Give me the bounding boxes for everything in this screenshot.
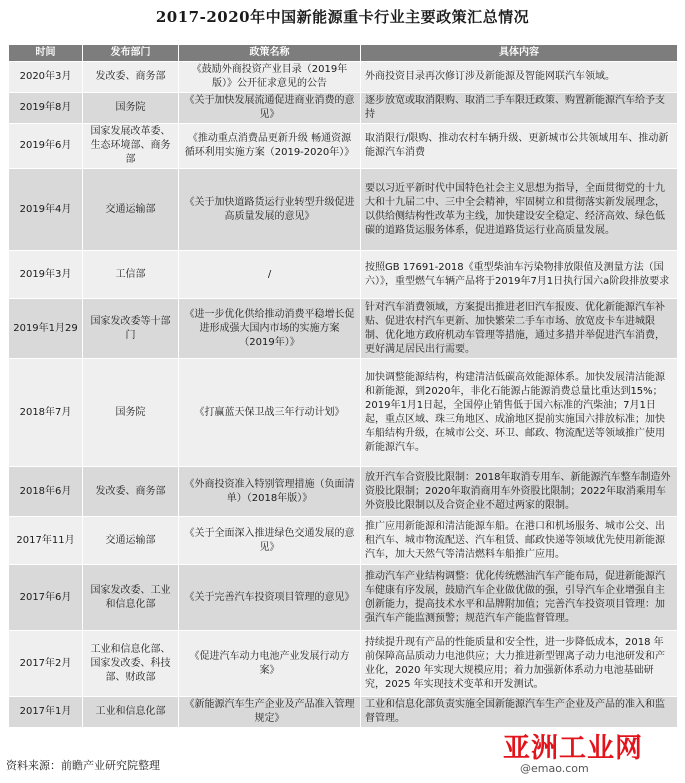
cell-content: 逐步放宽或取消限购、取消二手车限迁政策、购置新能源汽车给予支持 — [361, 93, 678, 124]
watermark-sub: @emao.com — [520, 762, 589, 775]
cell-policy-name: 《促进汽车动力电池产业发展行动方案》 — [179, 631, 361, 697]
cell-date: 2019年3月 — [9, 251, 83, 299]
table-row — [9, 517, 678, 565]
cell-dept: 发改委、商务部 — [83, 467, 179, 517]
table-row — [9, 565, 678, 631]
cell-dept: 交通运输部 — [83, 169, 179, 251]
cell-dept: 国家发展改革委、生态环境部、商务部 — [83, 124, 179, 169]
cell-policy-name: / — [179, 251, 361, 299]
cell-content: 推广应用新能源和清洁能源车船。在港口和机场服务、城市公交、出租汽车、城市物流配送、汽车租赁、邮政快递等领域优先使用新能源汽车，加大天然气等清洁燃料车船推广应用。 — [361, 517, 678, 565]
cell-content: 持续提升现有产品的性能质量和安全性，进一步降低成本，2018 年前保障高品质动力电池供应；大力推进新型锂离子动力电池研发和产业化，2020 年实现大规模应用；着力加强新体系动力电池基础研究，2025 年实现技术变革和开发测试。 — [361, 631, 678, 697]
cell-content: 推动汽车产业结构调整：优化传统燃油汽车产能布局，促进新能源汽车健康有序发展，鼓励汽车企业做优做的强，引导汽车企业增强自主创新能力，提高技术水平和品牌附加值；完善汽车投资项目管理：加强汽车产能监测预警；规范汽车产能监督管理。 — [361, 565, 678, 631]
cell-policy-name: 《关于加快道路货运行业转型升级促进高质量发展的意见》 — [179, 169, 361, 251]
cell-date: 2018年6月 — [9, 467, 83, 517]
cell-policy-name: 《关于完善汽车投资项目管理的意见》 — [179, 565, 361, 631]
cell-dept: 国家发改委等十部门 — [83, 299, 179, 359]
cell-policy-name: 《进一步优化供给推动消费平稳增长促进形成强大国内市场的实施方案（2019年）》 — [179, 299, 361, 359]
cell-policy-name: 《关于全面深入推进绿色交通发展的意见》 — [179, 517, 361, 565]
table-row — [9, 631, 678, 697]
cell-content: 针对汽车消费领域，方案提出推进老旧汽车报废、优化新能源汽车补贴、促进农村汽车更新、加快繁荣二手车市场、放宽皮卡车进城限制、优化地方政府机动车管理等措施，通过多措并举促进汽车消费，更好满足居民出行需要。 — [361, 299, 678, 359]
cell-date: 2017年2月 — [9, 631, 83, 697]
cell-content: 加快调整能源结构，构建清洁低碳高效能源体系。加快发展清洁能源和新能源，到2020年，非化石能源占能源消费总量比重达到15%；2019年1月1日起，全国停止销售低于国六标准的汽柴油；7月1日起，重点区域、珠三角地区、成渝地区提前实施国六排放标准；加快车船结构升级，在城市公交、环卫、邮政、物流配送等领域推广使用新能源汽车。 — [361, 359, 678, 467]
table-row — [9, 62, 678, 93]
cell-policy-name: 《推动重点消费品更新升级 畅通资源循环利用实施方案（2019-2020年）》 — [179, 124, 361, 169]
table-row — [9, 697, 678, 728]
table-row — [9, 467, 678, 517]
watermark-logo: 亚洲工业网 — [503, 733, 643, 764]
cell-dept: 发改委、商务部 — [83, 62, 179, 93]
cell-policy-name: 《外商投资准入特别管理措施（负面清单）（2018年版）》 — [179, 467, 361, 517]
table-row — [9, 169, 678, 251]
cell-date: 2019年6月 — [9, 124, 83, 169]
cell-dept: 工信部 — [83, 251, 179, 299]
cell-dept: 国务院 — [83, 359, 179, 467]
cell-content: 工业和信息化部负责实施全国新能源汽车生产企业及产品的准入和监督管理。 — [361, 697, 678, 728]
cell-content: 要以习近平新时代中国特色社会主义思想为指导，全面贯彻党的十九大和十九届二中、三中全会精神，牢固树立和贯彻落实新发展理念，以供给侧结构性改革为主线，加快建设安全稳定、经济高效、绿色低碳的道路货运服务体系，促进道路货运行业高质量发展。 — [361, 169, 678, 251]
cell-policy-name: 《鼓励外商投资产业目录（2019年版）》公开征求意见的公告 — [179, 62, 361, 93]
cell-dept: 工业和信息化部、国家发改委、科技部、财政部 — [83, 631, 179, 697]
cell-content: 放开汽车合资股比限制：2018年取消专用车、新能源汽车整车制造外资股比限制；2020年取消商用车外资股比限制；2022年取消乘用车外资股比限制以及合资企业不超过两家的限制。 — [361, 467, 678, 517]
header-dept: 发布部门 — [83, 45, 179, 62]
policy-table — [8, 44, 678, 728]
table-header-row — [9, 45, 678, 62]
table-row — [9, 359, 678, 467]
table-row — [9, 124, 678, 169]
table-row — [9, 251, 678, 299]
table-row — [9, 299, 678, 359]
cell-dept: 国家发改委、工业和信息化部 — [83, 565, 179, 631]
cell-date: 2019年8月 — [9, 93, 83, 124]
page-title: 2017-2020年中国新能源重卡行业主要政策汇总情况 — [155, 8, 530, 26]
cell-date: 2017年11月 — [9, 517, 83, 565]
header-content: 具体内容 — [361, 45, 678, 62]
cell-policy-name: 《关于加快发展流通促进商业消费的意见》 — [179, 93, 361, 124]
cell-date: 2019年4月 — [9, 169, 83, 251]
cell-dept: 工业和信息化部 — [83, 697, 179, 728]
source-note: 资料来源：前瞻产业研究院整理 — [6, 759, 160, 772]
header-name: 政策名称 — [179, 45, 361, 62]
cell-policy-name: 《打赢蓝天保卫战三年行动计划》 — [179, 359, 361, 467]
cell-content: 按照GB 17691-2018《重型柴油车污染物排放限值及测量方法（国六）》，重型燃气车辆产品将于2019年7月1日执行国六a阶段排放要求 — [361, 251, 678, 299]
cell-dept: 国务院 — [83, 93, 179, 124]
cell-date: 2019年1月29 — [9, 299, 83, 359]
cell-dept: 交通运输部 — [83, 517, 179, 565]
cell-date: 2017年6月 — [9, 565, 83, 631]
table-row — [9, 93, 678, 124]
cell-content: 取消限行/限购、推动农村车辆升级、更新城市公共领域用车、推动新能源汽车消费 — [361, 124, 678, 169]
cell-date: 2017年1月 — [9, 697, 83, 728]
cell-policy-name: 《新能源汽车生产企业及产品准入管理规定》 — [179, 697, 361, 728]
header-date: 时间 — [9, 45, 83, 62]
cell-content: 外商投资目录再次修订涉及新能源及智能网联汽车领域。 — [361, 62, 678, 93]
cell-date: 2020年3月 — [9, 62, 83, 93]
cell-date: 2018年7月 — [9, 359, 83, 467]
